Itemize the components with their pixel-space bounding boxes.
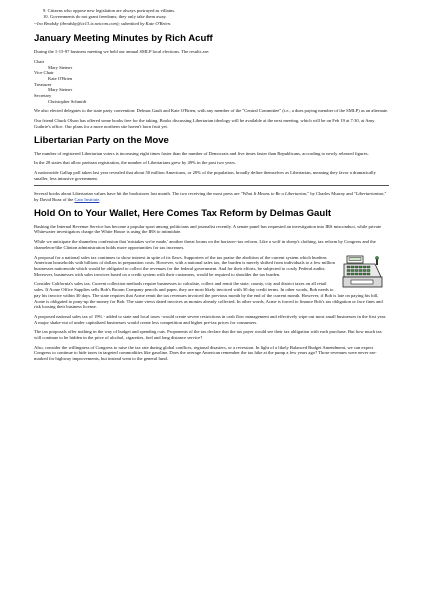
move-paragraph: A nationwide Gallup poll taken last year revealed that about 50 million Americans, or 20% of the population, broadly define themselves as Libertarian, meaning they favor a dramatically smaller, less intrusive government. xyxy=(34,169,376,181)
officer-name: Mary Steiner xyxy=(48,64,73,70)
tax-paragraph: A proposal for a national sales tax continues to show interest in spite of its flaws. Supporters of the tax praise the abolition of the current system which burdens American households with billions of dollars in preparation costs. However, with a national sales tax, the burden is merely shifted from individuals to a few million businesses nationwide which would be obligated to collect the revenues for the federal government. And for their efforts, be subjected to costly Federal audits. Moreover, businesses with sales invoices based on a credit system with their customers, would be required to shoulder the tax burden. xyxy=(34,254,335,277)
officer-name: Christopher Schmidt xyxy=(48,98,87,104)
intro-list xyxy=(34,8,389,19)
book-title: Libertarianism xyxy=(355,191,384,197)
list-item: 9. Citizens who oppose new legislation are always portrayed as villains. xyxy=(43,8,176,13)
officers-list xyxy=(34,59,389,105)
tax-heading: Hold On to Your Wallet, Here Comes Tax Reform by Delmas Gault xyxy=(34,207,332,219)
intro-signature: --Ira Brodsky (ibrodsky@ix13.ix.netcom.com); submitted by Kate O'Brien. xyxy=(34,21,172,27)
minutes-heading: January Meeting Minutes by Rich Acuff xyxy=(34,33,213,45)
cash-register-icon xyxy=(341,255,385,289)
officer-name: Mary Steiner xyxy=(48,87,73,93)
books-text: ," by Charles Murray and " xyxy=(306,191,356,197)
move-heading: Libertarian Party on the Move xyxy=(34,134,169,146)
officer-role: Vice Chair xyxy=(34,70,54,76)
section-divider xyxy=(34,185,389,186)
move-paragraph: The number of registered Libertarian voters is increasing eight times faster than the number of Democrats and five times faster than Republicans, according to newly released figures. xyxy=(34,150,369,156)
minutes-paragraph: We also elected delegates to the state party convention: Delmas Gault and Kate O'Brien, with any member of the "Central Committee" (i.e., a dues paying member of the SMLP) as an alternate. xyxy=(34,108,389,114)
minutes-paragraph: Our friend Chuck Olson has offered some books free for the taking. Books discussing Libertarian ideology will be available at the next meeting, which will be on Feb 19 at 7:30, at Amy Guthrie's office. Our plans for a more northern site haven't born fruit yet. xyxy=(34,118,375,129)
books-text: Several books about Libertarian values have hit the bookstores last month. The two receiving the most press are " xyxy=(34,191,243,197)
list-item: 10. Governments do not grant freedoms; they only take them away. xyxy=(43,13,167,19)
tax-paragraph: Consider California's sales tax. Current collection methods require businesses to calculate, collect and remit the state, county, city and district taxes on all retail sales. If Acme Office Supplies sells Bob's Broom Company pencils and paper, they are most likely invoiced with 30 day credit terms. In other words, Bob needs to pay his invoice within 30 days. The state requires that Acme remit the tax revenues invoiced the previous month by the end of the current month. However, if Bob is late on paying his bill, Acme is obligated to pony-up the money for Bob. The state views dated invoices as monies already collected. In other words, Acme is forced to finance Bob's tax obligation or face fines and risk loosing their business license. xyxy=(34,281,383,310)
book-title: What It Means to Be a Libertarian xyxy=(242,191,307,197)
officer-role: Chair xyxy=(34,58,45,64)
tax-paragraph: Bashing the Internal Revenue Service has become a popular sport among politicians and journalist recently. A senate panel has requested an investigation into IRS misconduct, while private Whitewater investigators charge the White House is using the IRS to intimidate. xyxy=(34,223,382,235)
officer-role: Secretary xyxy=(34,93,52,99)
tax-paragraph: While we anticipate the shameless confession that 'mistakes we're made,' another threat looms on the horizon--tax reform. Like a wolf in sheep's clothing, tax reform by Congress and the chameleon-like Clinton administration holds more opportunities for tax increases. xyxy=(34,239,376,250)
tax-paragraph: A proposed national sales tax of 19% - added to state and local taxes -would create severe restrictions in cash flow management and effectively wipe out most small businesses in the first year. A major shake-out of under capitalized businesses would create less competition and higher pre-tax prices for consumers. xyxy=(34,313,387,325)
officer-name: Kate O'Brien xyxy=(48,75,73,81)
tax-paragraph: Also, consider the willingness of Congress to raise the tax rate during global conflicts, regional disasters, or a recession. In light of a likely Balanced Budget Amendment, we can expect Congress to continue to hide taxes in targeted commodities like gasoline. Does the average American remember the tax hike at the pump a few years ago? Those revenues were never ear-marked for highway improvements, but instead went to the general fund. xyxy=(34,344,377,362)
books-text: . xyxy=(99,197,101,203)
books-paragraph xyxy=(34,191,389,202)
officer-role: Treasurer xyxy=(34,81,52,87)
cato-institute-link[interactable]: Cato Institute xyxy=(74,197,100,203)
minutes-intro: During the 1-15-97 business meeting we held our annual SMLP local elections. The results are: xyxy=(34,49,210,55)
tax-paragraph: The tax proposals offer nothing in the way of budget and spending cuts. Proponents of the tax declare that the tax payer would see their tax obligation with each purchase. But how much tax will continue to be hidden in the price of alcohol, cigarettes, fuel and long distance service? xyxy=(34,329,382,341)
move-paragraph: In the 28 states that allow partisan registration, the number of Libertarians grew by 49% in the past two years. xyxy=(34,160,236,166)
books-text: ," by David Boaz of the xyxy=(34,191,387,203)
